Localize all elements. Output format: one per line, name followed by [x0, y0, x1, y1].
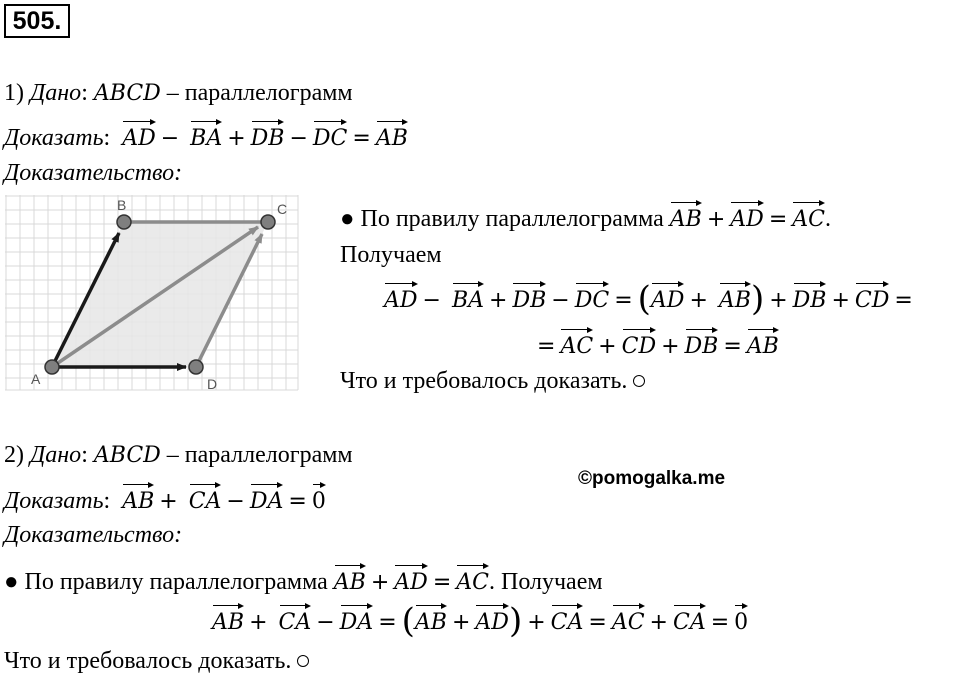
- part1-equation-2: = AC + CD + DB = AB: [532, 326, 779, 362]
- vector-dc: DC: [575, 280, 609, 316]
- vector-da: DA: [250, 481, 284, 517]
- vector-ac: AC: [612, 602, 645, 638]
- vector-ab: AB: [415, 602, 447, 638]
- bullet-text: ● По правилу параллелограмма: [340, 206, 664, 232]
- problem-number: 505.: [4, 4, 70, 38]
- label-a: A: [31, 371, 41, 387]
- vector-ab: AB: [334, 562, 366, 598]
- vector-ab: AB: [376, 118, 408, 154]
- vector-cd: CD: [855, 280, 889, 316]
- part1-obtain: Получаем: [340, 242, 442, 268]
- part1-equation-1: AD − BA + DB − DC = (AD + AB) + DB + CD =: [384, 279, 913, 319]
- conclusion-text: Что и требовалось доказать.: [4, 648, 292, 674]
- part2-bullet: ● По правилу параллелограмма AB + AD = AC. Получаем: [4, 562, 603, 598]
- part1-conclusion: [340, 366, 645, 396]
- part2-conclusion: [4, 646, 309, 676]
- given-suffix: – параллелограмм: [166, 80, 353, 106]
- point-b: [117, 215, 131, 229]
- vector-dc: DC: [313, 118, 347, 154]
- vector-ab: AB: [719, 280, 751, 316]
- point-d: [189, 360, 203, 374]
- vector-ad: AD: [384, 280, 418, 316]
- given-suffix: – параллелограмм: [166, 442, 353, 468]
- vector-db: DB: [512, 280, 546, 316]
- vector-db: DB: [685, 326, 719, 362]
- vector-cd: CD: [622, 326, 656, 362]
- conclusion-text: Что и требовалось доказать.: [340, 368, 628, 394]
- vector-ad: AD: [475, 602, 509, 638]
- part1-number: 1): [4, 80, 24, 106]
- vector-db: DB: [793, 280, 827, 316]
- label-c: C: [277, 201, 288, 217]
- proof-label: Доказательство: [4, 522, 175, 548]
- given-figure: ABCD: [93, 81, 161, 106]
- vector-ad: AD: [394, 562, 428, 598]
- part1-proof-label: Доказательство:: [4, 160, 183, 186]
- given-figure: ABCD: [93, 443, 161, 468]
- part2-prove: Доказать: AB + CA − DA = 0: [4, 481, 326, 517]
- part2-given: 2) Дано: ABCD – параллелограмм: [4, 442, 353, 468]
- vector-da: DA: [340, 602, 374, 638]
- vector-ad: AD: [730, 199, 764, 235]
- vector-ba: BA: [452, 280, 484, 316]
- vector-ab: AB: [670, 199, 702, 235]
- zero-vector: 0: [734, 602, 748, 638]
- end-of-proof-icon: [633, 375, 645, 387]
- prove-label: Доказать: [4, 488, 104, 514]
- given-label: Дано: [30, 80, 82, 106]
- vector-ac: AC: [456, 562, 489, 598]
- vector-ac: AC: [560, 326, 593, 362]
- vector-db: DB: [251, 118, 285, 154]
- vector-ba: BA: [190, 118, 222, 154]
- proof-label: Доказательство: [4, 160, 175, 186]
- vector-ca: CA: [551, 602, 584, 638]
- part2-number: 2): [4, 442, 24, 468]
- label-d: D: [207, 376, 218, 392]
- part1-bullet: ● По правилу параллелограмма AB + AD = AC.: [340, 199, 831, 235]
- label-b: B: [117, 197, 127, 213]
- vector-ab: AB: [122, 481, 154, 517]
- given-label: Дано: [30, 442, 82, 468]
- point-a: [45, 360, 59, 374]
- obtain-text: . Получаем: [488, 569, 603, 595]
- prove-label: Доказать: [4, 125, 104, 151]
- end-of-proof-icon: [297, 655, 309, 667]
- zero-vector: 0: [312, 481, 326, 517]
- part2-equation: AB + CA − DA = (AB + AD) + CA = AC + CA = 0: [212, 601, 749, 641]
- vector-ca: CA: [279, 602, 312, 638]
- parallelogram-figure: [0, 190, 300, 395]
- part1-prove: Доказать: AD − BA + DB − DC = AB: [4, 118, 408, 154]
- part2-proof-label: Доказательство:: [4, 522, 183, 548]
- point-c: [261, 215, 275, 229]
- vector-ac: AC: [792, 199, 825, 235]
- vector-ad: AD: [651, 280, 685, 316]
- vector-ca: CA: [673, 602, 706, 638]
- vector-ad: AD: [122, 118, 156, 154]
- part1-given: 1) Дано: ABCD – параллелограмм: [4, 80, 353, 106]
- bullet-text: ● По правилу параллелограмма: [4, 569, 328, 595]
- vector-ab: AB: [212, 602, 244, 638]
- vector-ab: AB: [747, 326, 779, 362]
- watermark: ©pomogalka.me: [578, 468, 726, 489]
- vector-ca: CA: [189, 481, 222, 517]
